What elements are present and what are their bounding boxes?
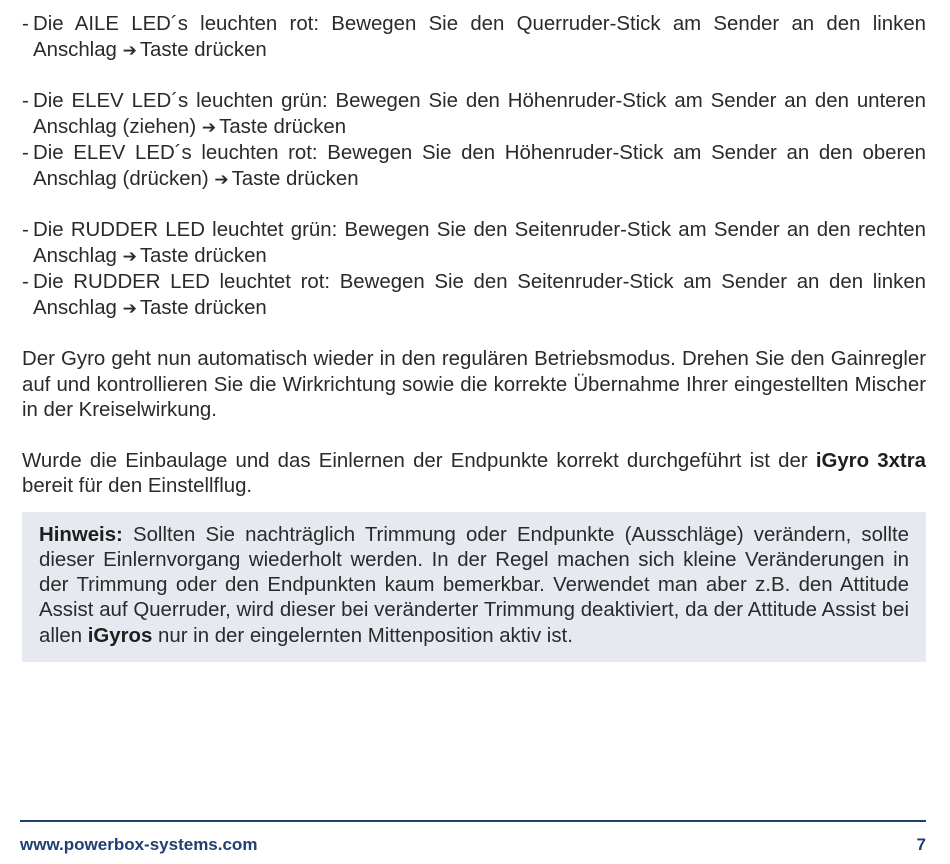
instruction-item bbox=[22, 12, 926, 64]
product-name: iGyros bbox=[87, 624, 153, 647]
instruction-item bbox=[22, 270, 926, 322]
instruction-text: Die RUDDER LED leuchtet grün: Bewegen Sie den Seitenruder-Stick am Sender an den rechten Anschlag bbox=[33, 219, 926, 267]
note-text: Sollten Sie nachträglich Trimmung oder Endpunkte (Ausschläge) verändern, sollte dieser Einlernvorgang wiederholt werden. In der Regel machen sich kleine Veränderungen in der Trimmung oder den Endpunkten kaum bemerkbar. Verwendet man aber z.B. den Attitude Assist auf Querruder, wird dieser bei veränderter Trimmung deaktiviert, da der Attitude Assist bei allen bbox=[39, 523, 909, 647]
instruction-item bbox=[22, 89, 926, 141]
arrow-right-icon: ➔ bbox=[122, 40, 137, 61]
instruction-item bbox=[22, 218, 926, 270]
instruction-text: Die AILE LED´s leuchten rot: Bewegen Sie den Querruder-Stick am Sender an den linken Anschlag bbox=[33, 13, 926, 61]
paragraph-text: Wurde die Einbaulage und das Einlernen der Endpunkte korrekt durchgeführt ist der bbox=[22, 449, 816, 472]
instruction-action: Taste drücken bbox=[139, 244, 267, 267]
arrow-right-icon: ➔ bbox=[122, 246, 137, 267]
instruction-text: Die ELEV LED´s leuchten grün: Bewegen Sie den Höhenruder-Stick am Sender an den unteren Anschlag (ziehen) bbox=[33, 90, 926, 138]
bullet-dash: - bbox=[22, 219, 29, 241]
instruction-item bbox=[22, 141, 926, 193]
footer-website-link[interactable]: www.powerbox-systems.com bbox=[20, 835, 258, 854]
footer-divider bbox=[20, 820, 926, 822]
instruction-group-elev bbox=[22, 89, 926, 193]
arrow-right-icon: ➔ bbox=[122, 298, 137, 319]
instruction-text: Die ELEV LED´s leuchten rot: Bewegen Sie den Höhenruder-Stick am Sender an den oberen Anschlag (drücken) bbox=[33, 142, 926, 190]
instruction-action: Taste drücken bbox=[231, 167, 359, 190]
note-box bbox=[22, 512, 926, 662]
instruction-text: Die RUDDER LED leuchtet rot: Bewegen Sie den Seitenruder-Stick am Sender an den linken Anschlag bbox=[33, 271, 926, 319]
bullet-dash: - bbox=[22, 142, 29, 164]
bullet-dash: - bbox=[22, 13, 29, 35]
note-text-end: nur in der eingelernten Mittenposition aktiv ist. bbox=[152, 624, 573, 647]
instruction-action: Taste drücken bbox=[139, 296, 267, 319]
arrow-right-icon: ➔ bbox=[214, 169, 229, 190]
arrow-right-icon: ➔ bbox=[201, 117, 217, 138]
paragraph-text: bereit für den Einstellflug. bbox=[22, 475, 253, 497]
page-number: 7 bbox=[916, 835, 926, 854]
instruction-group-rudder bbox=[22, 218, 926, 322]
instruction-group-aile bbox=[22, 12, 926, 64]
paragraph-gyro-mode: Der Gyro geht nun automatisch wieder in den regulären Betriebsmodus. Drehen Sie den Gainregler auf und kontrollieren Sie die Wirkrichtung sowie die korrekte Übernahme Ihrer eingestellten Mischer in der Kreiselwirkung. bbox=[22, 348, 926, 421]
paragraph-ready bbox=[22, 449, 926, 500]
instruction-action: Taste drücken bbox=[139, 38, 267, 61]
instruction-action: Taste drücken bbox=[219, 115, 347, 138]
document-page bbox=[22, 12, 926, 662]
note-label: Hinweis: bbox=[39, 523, 123, 546]
product-name: iGyro 3xtra bbox=[815, 449, 926, 472]
bullet-dash: - bbox=[22, 271, 29, 293]
bullet-dash: - bbox=[22, 90, 29, 112]
